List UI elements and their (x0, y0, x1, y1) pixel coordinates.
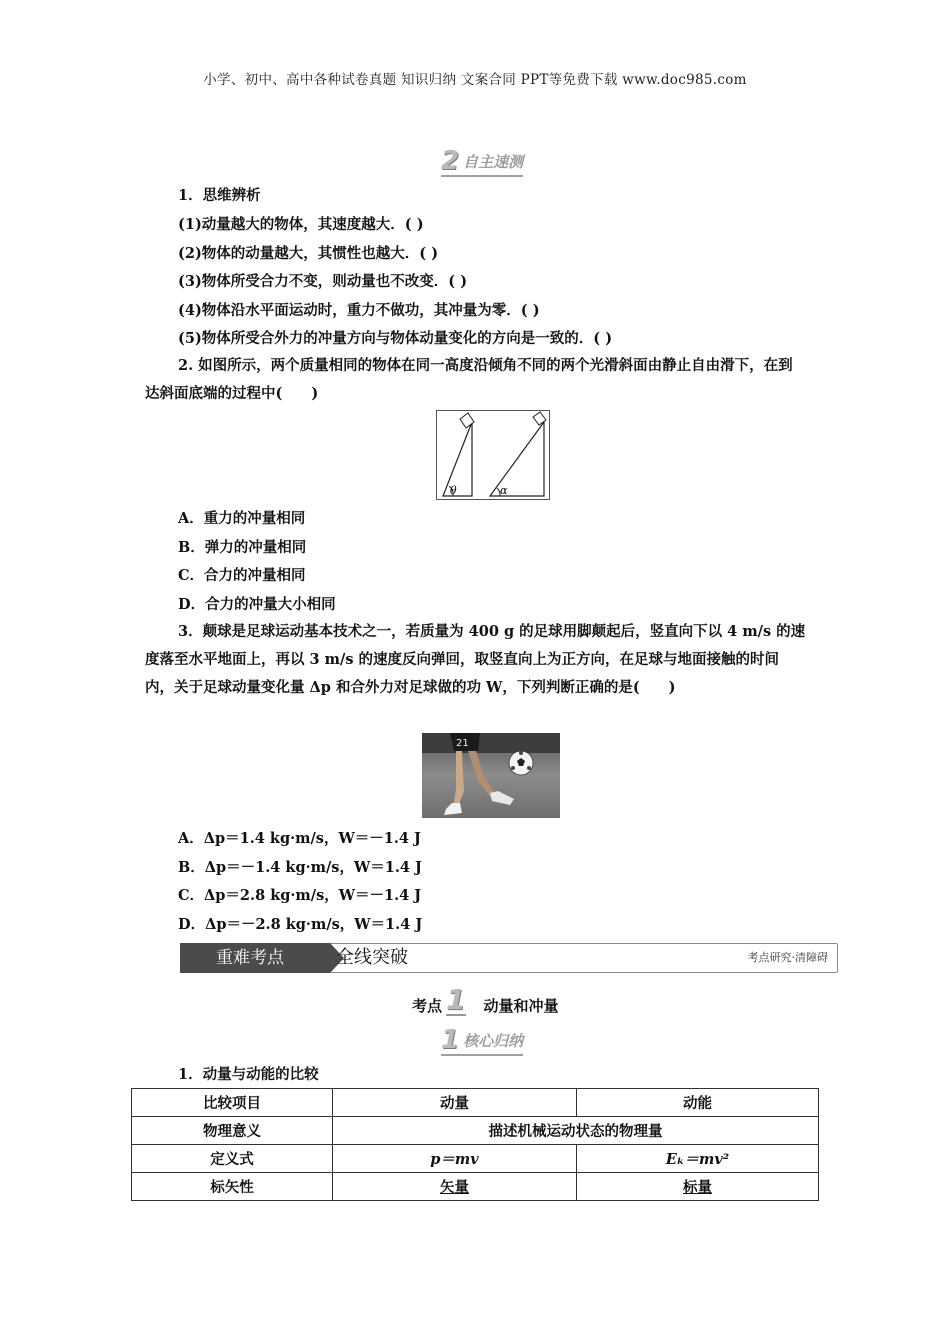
table-cell: 比较项目 (132, 1089, 333, 1117)
incline-figure (436, 410, 550, 500)
section-badge-core-summary (441, 1027, 523, 1053)
banner-tag: 考点研究·清障碍 (747, 951, 828, 964)
q3-option: B．Δp＝－1.4 kg·m/s，W＝1.4 J (178, 859, 422, 876)
comparison-table (131, 1088, 819, 1201)
topic-prefix: 考点 (412, 997, 443, 1015)
angle-alpha-label: α (500, 484, 508, 497)
table-cell (333, 1173, 577, 1201)
q1-item: (4)物体沿水平面运动时，重力不做功，其冲量为零．( ) (178, 302, 540, 319)
q3-option: C．Δp＝2.8 kg·m/s，W＝－1.4 J (178, 887, 422, 904)
table-cell: 描述机械运动状态的物理量 (333, 1117, 819, 1145)
soccer-photo (422, 733, 560, 818)
topic-title: 动量和冲量 (483, 997, 559, 1015)
table-row (132, 1117, 819, 1145)
section-badge-self-test (441, 148, 523, 174)
section-number: 2 (441, 146, 460, 176)
banner-light-label: 全线突破 (336, 947, 408, 968)
scalar-label: 标量 (683, 1179, 712, 1196)
table-cell: 定义式 (132, 1145, 333, 1173)
q2-option: B．弹力的冲量相同 (178, 539, 307, 556)
section-label: 自主速测 (463, 153, 524, 171)
table-cell: 动量 (333, 1089, 577, 1117)
section-banner (180, 943, 838, 973)
table-row (132, 1173, 819, 1201)
q1-item: (1)动量越大的物体，其速度越大．( ) (178, 216, 424, 233)
page-header: 小学、初中、高中各种试卷真题 知识归纳 文案合同 PPT等免费下载 www.doc985.com (203, 72, 747, 88)
q1-title: 1．思维辨析 (178, 187, 261, 204)
section-number: 1 (441, 1025, 460, 1055)
q1-item: (3)物体所受合力不变，则动量也不改变．( ) (178, 273, 468, 290)
topic-number: 1 (446, 983, 466, 1016)
q2-stem: 2. 如图所示，两个质量相同的物体在同一高度沿倾角不同的两个光滑斜面由静止自由滑下，在到达斜面底端的过程中( ) (145, 357, 793, 402)
table-row (132, 1145, 819, 1173)
table-title: 1．动量与动能的比较 (178, 1066, 319, 1083)
table-cell: 标矢性 (132, 1173, 333, 1201)
q2-option: D．合力的冲量大小相同 (178, 596, 336, 613)
q1-item: (5)物体所受合外力的冲量方向与物体动量变化的方向是一致的．( ) (178, 330, 613, 347)
section-label: 核心归纳 (463, 1032, 524, 1050)
steep-incline (443, 422, 472, 496)
q2-option: A．重力的冲量相同 (178, 510, 306, 527)
q3-option: A．Δp＝1.4 kg·m/s，W＝－1.4 J (178, 830, 421, 847)
banner-dark-label: 重难考点 (180, 943, 330, 973)
table-row (132, 1089, 819, 1117)
angle-theta-label: θ (450, 484, 457, 497)
jersey-number: 21 (456, 738, 469, 749)
q1-item: (2)物体的动量越大，其惯性也越大．( ) (178, 245, 439, 262)
gentle-incline (490, 422, 544, 496)
q3-stem: 3．颠球是足球运动基本技术之一，若质量为 400 g 的足球用脚颠起后，竖直向下以 4 m/s 的速度落至水平地面上，再以 3 m/s 的速度反向弹回，取竖直向上为正方向，在足球与地面接触的时间内，关于足球动量变化量 Δp 和合外力对足球做的功 W，下列判断正确的是( ) (145, 623, 806, 696)
table-cell (577, 1173, 819, 1201)
vector-label: 矢量 (440, 1179, 469, 1196)
table-cell: 动能 (577, 1089, 819, 1117)
q2-option: C．合力的冲量相同 (178, 567, 306, 584)
table-cell: Eₖ＝mv² (577, 1145, 819, 1173)
q3-option: D．Δp＝－2.8 kg·m/s，W＝1.4 J (178, 916, 423, 933)
table-cell: 物理意义 (132, 1117, 333, 1145)
topic-heading (412, 983, 559, 1016)
table-cell: p＝mv (333, 1145, 577, 1173)
